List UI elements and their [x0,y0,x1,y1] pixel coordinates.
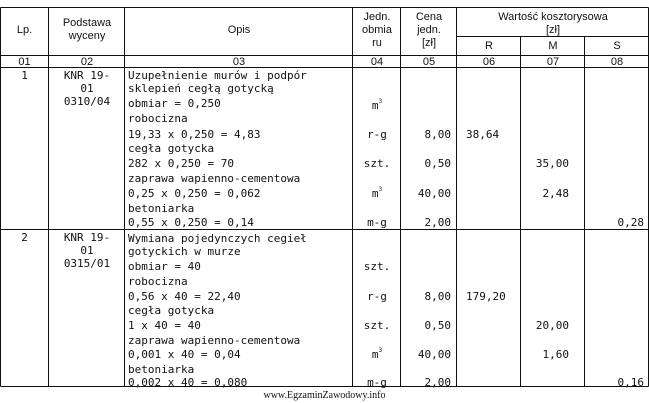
footer-watermark: www.EgzaminZawodowy.info [263,390,386,401]
col-number: 08 [610,56,624,68]
row-obmiar-unit [353,260,401,273]
header-podstawa-line: wyceny [68,30,106,42]
header-wartosc-line: Wartość kosztorysowa [498,11,608,23]
item-name: zaprawa wapienno-cementowa [128,334,301,347]
header-jedn-line: ru [372,37,382,49]
unit-text: r-g [367,128,387,141]
header-lp: Lp. [16,24,33,36]
unit-text: szt. [363,157,391,170]
header-cena-line: jedn. [417,24,441,36]
item-name: betoniarka [128,202,195,215]
item-name: robocizna [128,112,188,125]
header-opis: Opis [227,24,251,36]
item-cena: 2,00 [424,216,451,229]
item-m: 35,00 [535,157,569,170]
unit-text: m [371,99,379,112]
header-m: M [548,40,558,52]
item-unit [353,376,401,389]
row-title: Uzupełnienie murów i podpór [128,69,307,82]
unit-text: m [371,348,379,361]
row-obmiar: obmiar = 0,250 [128,97,221,110]
item-unit [353,319,401,332]
row-podstawa: 01 [80,244,94,257]
row-obmiar: obmiar = 40 [128,260,201,273]
item-cena: 2,00 [424,376,451,389]
row-podstawa: 0310/04 [63,95,111,108]
unit-text: r-g [367,290,387,303]
unit-sup: 3 [378,186,383,193]
col-number: 04 [370,56,384,68]
item-name: cegła gotycka [128,142,215,155]
header-wartosc [457,11,649,37]
item-s: 0,16 [617,376,644,389]
item-cena: 8,00 [424,128,451,141]
item-m: 20,00 [535,319,569,332]
header-cena-line: [zł] [421,37,437,49]
item-name: cegła gotycka [128,304,215,317]
header-wartosc-line: [zł] [545,24,561,36]
unit-sup: 3 [378,347,383,354]
row-title: sklepień cegłą gotycką [128,82,274,95]
item-unit [353,187,401,200]
item-unit [353,216,401,229]
row-title: Wymiana pojedynczych cegieł [128,232,307,245]
unit-text: m [371,187,379,200]
item-unit [353,157,401,170]
row-podstawa: 0315/01 [63,257,111,270]
item-cena: 40,00 [417,187,451,200]
item-calc: 282 x 0,250 = 70 [128,157,234,170]
header-jedn-line: Jedn. [363,11,391,23]
item-name: zaprawa wapienno-cementowa [128,172,301,185]
header-r: R [485,40,493,52]
item-calc: 0,56 x 40 = 22,40 [128,290,241,303]
item-cena: 40,00 [417,348,451,361]
unit-text: szt. [363,319,391,332]
item-name: betoniarka [128,363,195,376]
col-number: 03 [232,56,246,68]
header-jedn-line: obmia [362,24,392,36]
row-obmiar-unit [353,99,401,112]
unit-text: szt. [363,260,391,273]
item-calc: 0,25 x 0,250 = 0,062 [128,187,261,200]
item-unit [353,348,401,361]
col-number: 05 [422,56,436,68]
item-m: 1,60 [542,348,569,361]
item-name: robocizna [128,275,188,288]
col-number: 01 [18,56,31,68]
item-calc: 0,002 x 40 = 0,080 [128,376,248,389]
row-podstawa: 01 [80,82,94,95]
header-podstawa [49,17,125,43]
row-lp: 1 [21,69,28,82]
unit-sup: 3 [378,98,383,105]
header-cena [401,11,457,50]
row-lp: 2 [21,231,28,244]
item-cena: 0,50 [424,319,451,332]
item-calc: 1 x 40 = 40 [128,319,201,332]
header-podstawa-line: Podstawa [62,17,112,29]
row-title: gotyckich w murze [128,245,241,258]
header-s: S [613,40,621,52]
unit-text: m-g [367,216,387,229]
unit-text: m-g [367,376,387,389]
item-calc: 0,001 x 40 = 0,04 [128,348,241,361]
item-unit [353,128,401,141]
item-cena: 8,00 [424,290,451,303]
row-podstawa: KNR 19- [63,69,111,82]
col-number: 07 [546,56,560,68]
item-r: 179,20 [466,290,506,303]
item-s: 0,28 [617,216,644,229]
item-calc: 19,33 x 0,250 = 4,83 [128,128,261,141]
item-m: 2,48 [542,187,569,200]
col-number: 02 [80,56,94,68]
item-unit [353,290,401,303]
col-number: 06 [482,56,496,68]
row-podstawa: KNR 19- [63,231,111,244]
item-cena: 0,50 [424,157,451,170]
item-r: 38,64 [466,128,500,141]
item-calc: 0,55 x 0,250 = 0,14 [128,216,254,229]
header-cena-line: Cena [415,11,443,23]
header-jedn [353,11,401,50]
